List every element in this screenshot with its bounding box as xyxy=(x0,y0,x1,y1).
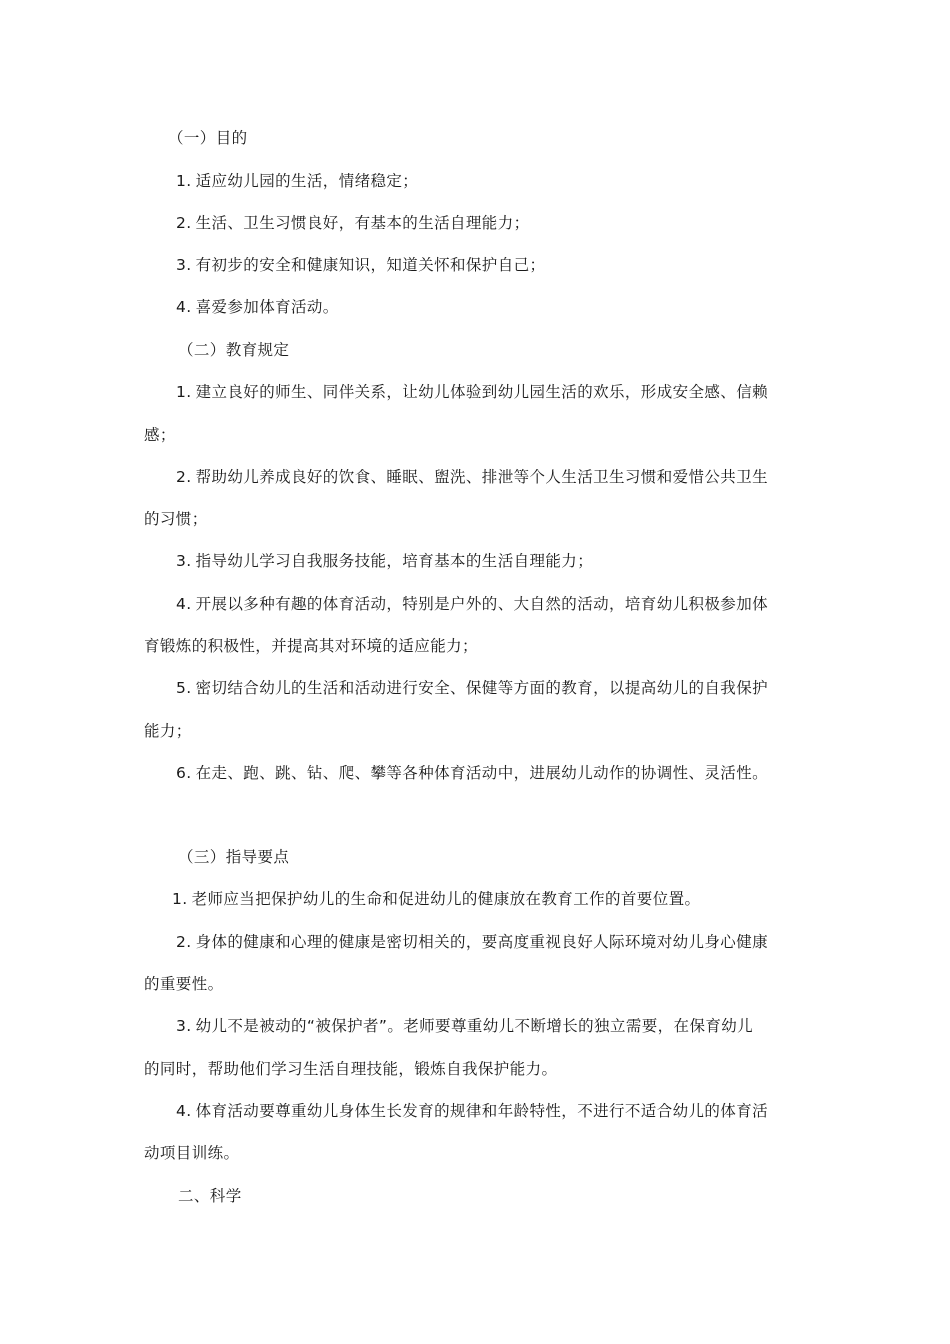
requirement-item-4-continuation: 育锻炼的积极性，并提高其对环境的适应能力； xyxy=(144,637,478,655)
guidance-item-4 xyxy=(176,1100,768,1122)
guidance-item-3 xyxy=(176,1015,753,1037)
item-number: 3. xyxy=(176,1017,192,1035)
item-number: 4. xyxy=(176,1102,192,1120)
item-number: 1. xyxy=(176,172,192,190)
item-number: 1. xyxy=(176,383,192,401)
goal-item-3 xyxy=(176,254,545,276)
item-number: 4. xyxy=(176,595,192,613)
item-text: 建立良好的师生、同伴关系，让幼儿体验到幼儿园生活的欢乐，形成安全感、信赖 xyxy=(195,383,768,401)
item-number: 3. xyxy=(176,552,192,570)
item-text: 喜爱参加体育活动。 xyxy=(195,298,339,316)
item-text: 指导幼儿学习自我服务技能，培育基本的生活自理能力； xyxy=(195,552,594,570)
item-number: 5. xyxy=(176,679,192,697)
requirement-item-6 xyxy=(176,762,768,784)
guidance-item-4-continuation: 动项目训练。 xyxy=(144,1144,240,1162)
item-number: 6. xyxy=(176,764,192,782)
item-text: 在走、跑、跳、钻、爬、攀等各种体育活动中，进展幼儿动作的协调性、灵活性。 xyxy=(195,764,768,782)
guidance-item-3-continuation: 的同时，帮助他们学习生活自理技能，锻炼自我保护能力。 xyxy=(144,1060,558,1078)
item-number: 2. xyxy=(176,933,192,951)
item-number: 3. xyxy=(176,256,192,274)
section-heading-science: 二、科学 xyxy=(178,1187,242,1205)
requirement-item-5 xyxy=(176,677,768,699)
item-text: 幼儿不是被动的“被保护者”。老师要尊重幼儿不断增长的独立需要，在保育幼儿 xyxy=(195,1017,754,1035)
item-text: 适应幼儿园的生活，情绪稳定； xyxy=(195,172,419,190)
guidance-item-2-continuation: 的重要性。 xyxy=(144,975,224,993)
requirement-item-5-continuation: 能力； xyxy=(144,722,192,740)
requirement-item-1-continuation: 感； xyxy=(144,426,176,444)
goal-item-2 xyxy=(176,212,530,234)
requirement-item-3 xyxy=(176,550,593,572)
section-heading-goals: （一）目的 xyxy=(168,129,248,147)
goal-item-1 xyxy=(176,170,418,192)
item-number: 4. xyxy=(176,298,192,316)
item-text: 开展以多种有趣的体育活动，特别是户外的、大自然的活动，培育幼儿积极参加体 xyxy=(195,595,768,613)
item-text: 生活、卫生习惯良好，有基本的生活自理能力； xyxy=(195,214,530,232)
requirement-item-2-continuation: 的习惯； xyxy=(144,510,208,528)
guidance-item-2 xyxy=(176,931,768,953)
item-number: 2. xyxy=(176,468,192,486)
requirement-item-2 xyxy=(176,466,768,488)
section-heading-requirements: （二）教育规定 xyxy=(178,341,290,359)
guidance-item-1 xyxy=(172,888,700,910)
item-text: 身体的健康和心理的健康是密切相关的，要高度重视良好人际环境对幼儿身心健康 xyxy=(195,933,768,951)
goal-item-4 xyxy=(176,296,339,318)
item-number: 1. xyxy=(172,890,188,908)
item-text: 体育活动要尊重幼儿身体生长发育的规律和年龄特性，不进行不适合幼儿的体育活 xyxy=(195,1102,768,1120)
item-text: 老师应当把保护幼儿的生命和促进幼儿的健康放在教育工作的首要位置。 xyxy=(191,890,701,908)
requirement-item-1 xyxy=(176,381,768,403)
item-number: 2. xyxy=(176,214,192,232)
item-text: 密切结合幼儿的生活和活动进行安全、保健等方面的教育，以提高幼儿的自我保护 xyxy=(195,679,768,697)
requirement-item-4 xyxy=(176,593,768,615)
section-heading-guidance: （三）指导要点 xyxy=(178,848,290,866)
item-text: 帮助幼儿养成良好的饮食、睡眠、盥洗、排泄等个人生活卫生习惯和爱惜公共卫生 xyxy=(195,468,768,486)
item-text: 有初步的安全和健康知识，知道关怀和保护自己； xyxy=(195,256,546,274)
